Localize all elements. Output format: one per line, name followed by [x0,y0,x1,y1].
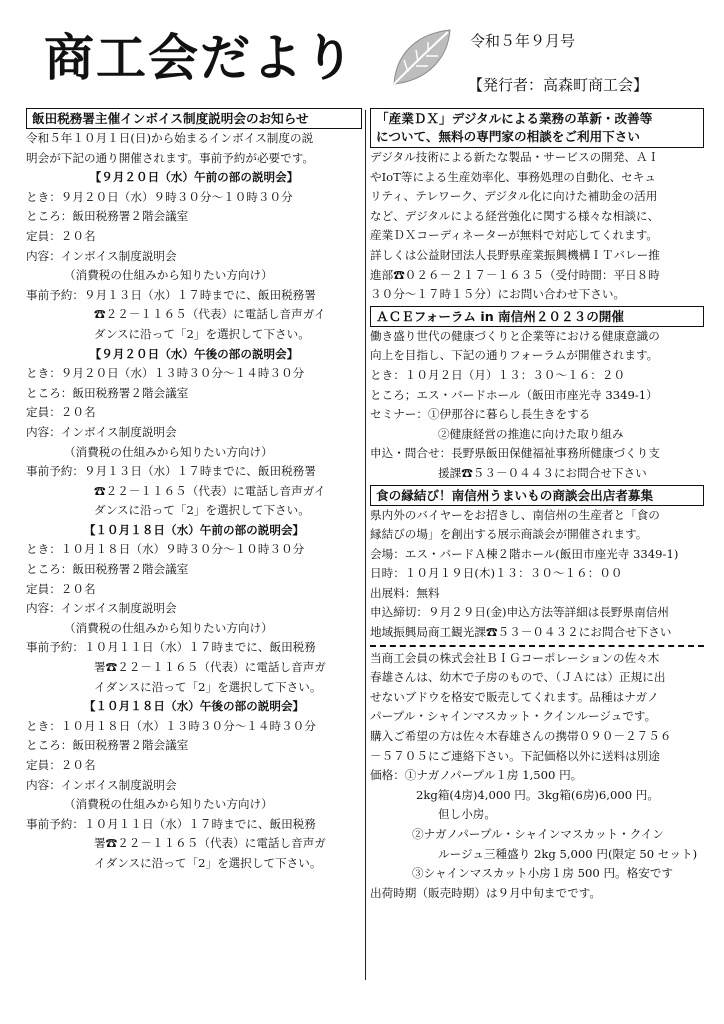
dx-section-title [370,108,704,148]
session-time: とき：９月２０日（水）１３時３０分～１４時３０分 [26,366,305,381]
masthead-title: 商工会だより [44,29,356,87]
session-reserve-guide: ダンスに沿って「2」を選択して下さい。 [94,326,310,341]
left-column [26,108,362,874]
session-reserve-phone: 署☎２２－１１６５（代表）に電話し音声ガ [94,836,326,851]
grape-text-line: せないブドウを格安で販売してくれます。品種はナガノ [370,689,659,704]
dx-text-line: やIoT等による生産効率化、事務処理の自動化、セキュ [370,169,656,184]
session-content-sub: （消費税の仕組みから知りたい方向け） [64,797,273,812]
invoice-section-title: 飯田税務署主催インボイス制度説明会のお知らせ [26,108,362,129]
grape-text-line: 当商工会員の株式会社ＢＩＧコーポレーションの佐々木 [370,650,660,665]
session-block [26,168,362,344]
dx-text-line: など、デジタルによる経営強化に関する様々な相談に、 [370,208,660,223]
dx-text-line: リティ、テレワーク、デジタル化に向けた補助金の活用 [370,189,658,204]
session-time: とき：９月２０日（水）９時３０分～１０時３０分 [26,189,293,204]
leaf-icon [388,26,454,88]
ace-place: ところ；エス・バードホール（飯田市座光寺 3349-1） [370,387,658,402]
food-contact: 地域振興局商工観光課☎５３－０４３２にお問合せ下さい [370,625,672,640]
dx-title-line: 「産業ＤＸ」デジタルによる業務の革新・改善等 [376,111,653,126]
session-place: ところ：飯田税務署２階会議室 [26,209,189,224]
intro-line: 令和５年１０月１日(日)から始まるインボイス制度の説 [26,131,314,145]
issue-date: 令和５年９月号 [470,32,576,50]
grape-price-1c: 但し小房。 [438,807,496,822]
session-place: ところ：飯田税務署２階会議室 [26,562,189,577]
food-venue: 会場：エス・バードＡ棟２階ホール(飯田市座光寺 3349-1) [370,546,679,561]
grape-price-2b: ルージュ三種盛り 2kg 5,000 円(限定 50 セット) [438,846,698,861]
session-capacity: 定員：２０名 [26,228,96,243]
intro-line: 明会が下記の通り開催されます。事前予約が必要です。 [26,150,314,165]
session-content-sub: （消費税の仕組みから知りたい方向け） [64,268,273,283]
session-reserve-guide: イダンスに沿って「2」を選択して下さい。 [94,855,322,870]
ace-contact-phone: 援課☎５３－０４４３にお問合せ下さい [438,465,647,480]
session-content: 内容：インボイス制度説明会 [26,424,177,439]
publisher: 【発行者：高森町商工会】 [468,76,649,94]
session-reserve-phone: 署☎２２－１１６５（代表）に電話し音声ガ [94,660,326,675]
grape-text-line: 購入ご希望の方は佐々木春雄さんの携帯０９０－２７５６ [370,729,672,744]
grape-price-1b: 2kg箱(4房)4,000 円。3kg箱(6房)6,000 円。 [416,787,659,802]
ace-time: とき：１０月２日（月）１３：３０～１６：２０ [370,367,626,382]
column-divider [365,110,366,980]
session-time: とき：１０月１８日（水）１３時３０分～１４時３０分 [26,718,316,733]
dx-text-line: デジタル技術による新たな製品・サービスの開発、ＡＩ [370,150,660,164]
grape-text-line: パープル・シャインマスカット・クインルージュです。 [370,709,657,724]
session-heading: 【１０月１８日（水）午前の部の説明会】 [83,522,305,537]
session-heading: 【１０月１８日（水）午後の部の説明会】 [83,699,305,714]
session-time: とき：１０月１８日（水）９時３０分～１０時３０分 [26,542,305,557]
dx-text-line: 詳しくは公益財団法人長野県産業振興機構ＩＴバレー推 [370,247,660,262]
dx-text-line: 進部☎０２６－２１７－１６３５（受付時間：平日８時 [370,267,660,282]
grape-text-line: 春雄さんは、幼木で子房のもので、（ＪＡには）正規に出 [370,670,666,685]
grape-period: 出荷時期（販売時期）は９月中旬までです。 [370,885,601,900]
ace-text-line: 働き盛り世代の健康づくりと企業等における健康意識の [370,328,660,343]
dashed-divider [370,645,704,647]
grape-price-3: ③シャインマスカット小房１房 500 円。格安です [412,866,674,881]
session-content: 内容：インボイス制度説明会 [26,601,177,616]
food-deadline: 申込締切：９月２９日(金)申込方法等詳細は長野県南信州 [370,605,669,620]
session-heading: 【９月２０日（水）午前の部の説明会】 [89,170,299,185]
ace-seminar: セミナー：①伊那谷に暮らし長生きをする [370,407,591,422]
session-block [26,521,362,697]
session-place: ところ：飯田税務署２階会議室 [26,738,189,753]
session-capacity: 定員：２０名 [26,581,96,596]
session-content: 内容：インボイス制度説明会 [26,248,177,263]
session-content: 内容：インボイス制度説明会 [26,777,177,792]
ace-seminar-2: ②健康経営の推進に向けた取り組み [438,426,624,441]
session-heading: 【９月２０日（水）午後の部の説明会】 [89,346,299,361]
session-reserve: 事前予約：９月１３日（水）１７時までに、飯田税務署 [26,287,316,302]
session-reserve-phone: ☎２２－１１６５（代表）に電話し音声ガイ [94,307,326,322]
food-section-title: 食の縁結び！南信州うまいもの商談会出店者募集 [370,485,704,506]
session-reserve-guide: イダンスに沿って「2」を選択して下さい。 [94,679,322,694]
ace-contact: 申込・問合せ：長野県飯田保健福祉事務所健康づくり支 [370,446,660,461]
session-capacity: 定員：２０名 [26,405,96,420]
grape-price-2a: ②ナガノパープル・シャインマスカット・クイン [412,827,664,841]
food-datetime: 日時：１０月１９日(木)１３：３０～１６：００ [370,566,623,581]
food-text-line: 県内外のバイヤーをお招きし、南信州の生産者と「食の [370,507,660,522]
session-reserve-phone: ☎２２－１１６５（代表）に電話し音声ガイ [94,483,326,498]
session-content-sub: （消費税の仕組みから知りたい方向け） [64,620,273,635]
dx-text-line: ３０分～１７時１５分）にお問い合わせ下さい。 [370,287,626,302]
session-reserve: 事前予約：１０月１１日（水）１７時までに、飯田税務 [26,816,316,831]
session-block [26,697,362,873]
grape-price-1: 価格：①ナガノパープル１房 1,500 円。 [370,768,583,783]
food-text-line: 縁結びの場」を創出する展示商談会が開催されます。 [370,527,648,542]
ace-text-line: 向上を目指し、下記の通りフォーラムが開催されます。 [370,348,659,363]
dx-title-line: について、無料の専門家の相談をご利用下さい [376,129,640,144]
session-content-sub: （消費税の仕組みから知りたい方向け） [64,444,273,459]
session-reserve: 事前予約：１０月１１日（水）１７時までに、飯田税務 [26,640,316,655]
session-reserve: 事前予約：９月１３日（水）１７時までに、飯田税務署 [26,464,316,479]
session-reserve-guide: ダンスに沿って「2」を選択して下さい。 [94,503,310,518]
right-column [370,108,704,903]
session-capacity: 定員：２０名 [26,758,96,772]
session-place: ところ：飯田税務署２階会議室 [26,385,189,400]
session-block [26,345,362,521]
dx-text-line: 産業ＤＸコーディネーターが無料で対応してくれます。 [370,228,658,243]
grape-text-line: －５７０５にご連絡下さい。下記価格以外に送料は別途 [370,748,660,763]
food-fee: 出展料：無料 [370,585,440,600]
ace-section-title: ＡＣＥフォーラム in 南信州２０２３の開催 [370,306,704,327]
